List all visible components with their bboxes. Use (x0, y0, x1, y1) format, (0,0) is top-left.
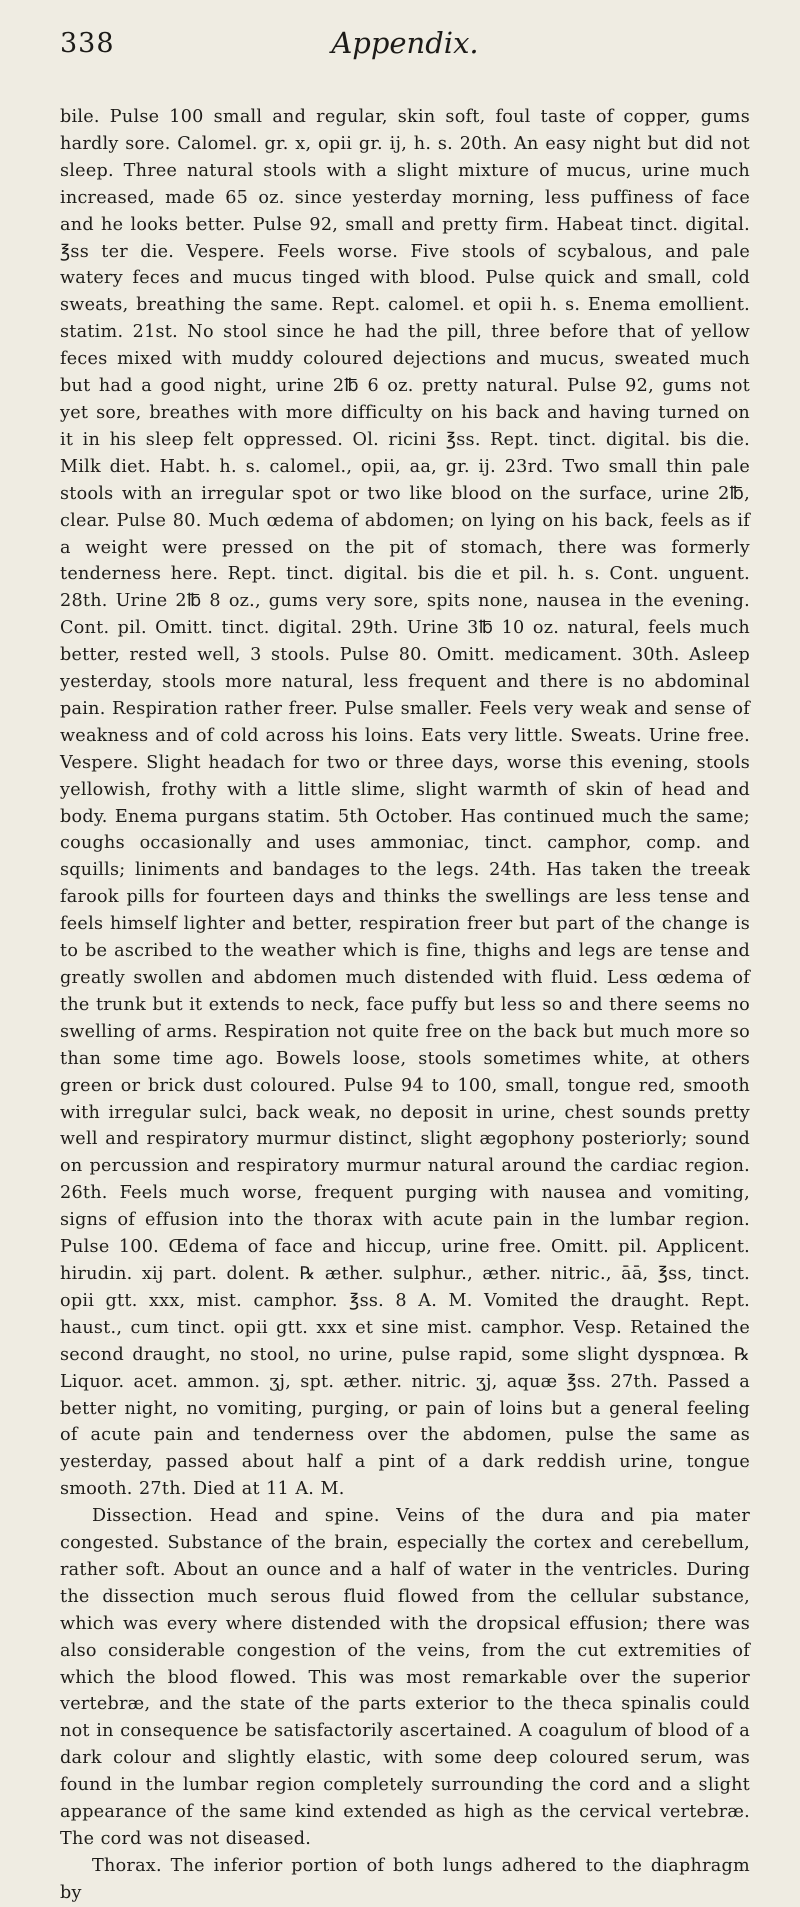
dissection-paragraph: Dissection. Head and spine. Veins of the dura and pia mater congested. Substance of the brain, especially the cortex and cerebellum, rather soft. About an ounce and a half of water in the ventricles. During the dissection much serous fluid flowed from the cellular substance, which was every where distended with the dropsical effusion; there was also considerable congestion of the veins, from the cut extremities of which the blood flowed. This was most remarkable over the superior vertebræ, and the state of the parts exterior to the theca spinalis could not in consequence be satisfactorily ascertained. A coagulum of blood of a dark colour and slightly elastic, with some deep coloured serum, was found in the lumbar region completely surrounding the cord and a slight appearance of the same kind extended as high as the cervical vertebræ. The cord was not diseased. (60, 1506, 750, 1849)
page-header (60, 18, 750, 70)
thorax-paragraph: Thorax. The inferior portion of both lungs adhered to the diaphragm by (60, 1855, 750, 1903)
page-body (60, 104, 750, 1907)
case-notes-paragraph: bile. Pulse 100 small and regular, skin soft, foul taste of copper, gums hardly sore. Calomel. gr. x, opii gr. ij, h. s. 20th. An easy night but did not sleep. Three natural stools with a slight mixture of mucus, urine much increased, made 65 oz. since yesterday morning, less puffiness of face and he looks better. Pulse 92, small and pretty firm. Habeat tinct. digital. ℥ss ter die. Vespere. Feels worse. Five stools of scybalous, and pale watery feces and mucus tinged with blood. Pulse quick and small, cold sweats, breathing the same. Rept. calomel. et opii h. s. Enema emollient. statim. 21st. No stool since he had the pill, three before that of yellow feces mixed with muddy coloured dejections and mucus, sweated much but had a good night, urine 2℔ 6 oz. pretty natural. Pulse 92, gums not yet sore, breathes with more difficulty on his back and having turned on it in his sleep felt oppressed. Ol. ricini ℥ss. Rept. tinct. digital. bis die. Milk diet. Habt. h. s. calomel., opii, aa, gr. ij. 23rd. Two small thin pale stools with an irregular spot or two like blood on the surface, urine 2℔, clear. Pulse 80. Much œdema of abdomen; on lying on his back, feels as if a weight were pressed on the pit of stomach, there was formerly tenderness here. Rept. tinct. digital. bis die et pil. h. s. Cont. unguent. 28th. Urine 2℔ 8 oz., gums very sore, spits none, nausea in the evening. Cont. pil. Omitt. tinct. digital. 29th. Urine 3℔ 10 oz. natural, feels much better, rested well, 3 stools. Pulse 80. Omitt. medicament. 30th. Asleep yesterday, stools more natural, less frequent and there is no abdominal pain. Respiration rather freer. Pulse smaller. Feels very weak and sense of weakness and of cold across his loins. Eats very little. Sweats. Urine free. Vespere. Slight headach for two or three days, worse this evening, stools yellowish, frothy with a little slime, slight warmth of skin of head and body. Enema purgans statim. 5th October. Has continued much the same; coughs occasionally and uses ammoniac, tinct. camphor, comp. and squills; liniments and bandages to the legs. 24th. Has taken the treeak farook pills for fourteen days and thinks the swellings are less tense and feels himself lighter and better, respiration freer but part of the change is to be ascribed to the weather which is fine, thighs and legs are tense and greatly swollen and abdomen much distended with fluid. Less œdema of the trunk but it extends to neck, face puffy but less so and there seems no swelling of arms. Respiration not quite free on the back but much more so than some time ago. Bowels loose, stools sometimes white, at others green or brick dust coloured. Pulse 94 to 100, small, tongue red, smooth with irregular sulci, back weak, no deposit in urine, chest sounds pretty well and respiratory murmur distinct, slight ægophony posteriorly; sound on percussion and respiratory murmur natural around the cardiac region. 26th. Feels much worse, frequent purging with nausea and vomiting, signs of effusion into the thorax with acute pain in the lumbar region. Pulse 100. Œdema of face and hiccup, urine free. Omitt. pil. Applicent. hirudin. xij part. dolent. ℞ æther. sulphur., æther. nitric., āā, ℥ss, tinct. opii gtt. xxx, mist. camphor. ℥ss. 8 A. M. Vomited the draught. Rept. haust., cum tinct. opii gtt. xxx et sine mist. camphor. Vesp. Retained the second draught, no stool, no urine, pulse rapid, some slight dyspnœa. ℞ Liquor. acet. ammon. ʒj, spt. æther. nitric. ʒj, aquæ ℥ss. 27th. Passed a better night, no vomiting, purging, or pain of loins but a general feeling of acute pain and tenderness over the abdomen, pulse the same as yesterday, passed about half a pint of a dark reddish urine, tongue smooth. 27th. Died at 11 A. M. (60, 107, 750, 1500)
running-head: Appendix. (331, 26, 479, 60)
page-number: 338 (60, 28, 115, 59)
